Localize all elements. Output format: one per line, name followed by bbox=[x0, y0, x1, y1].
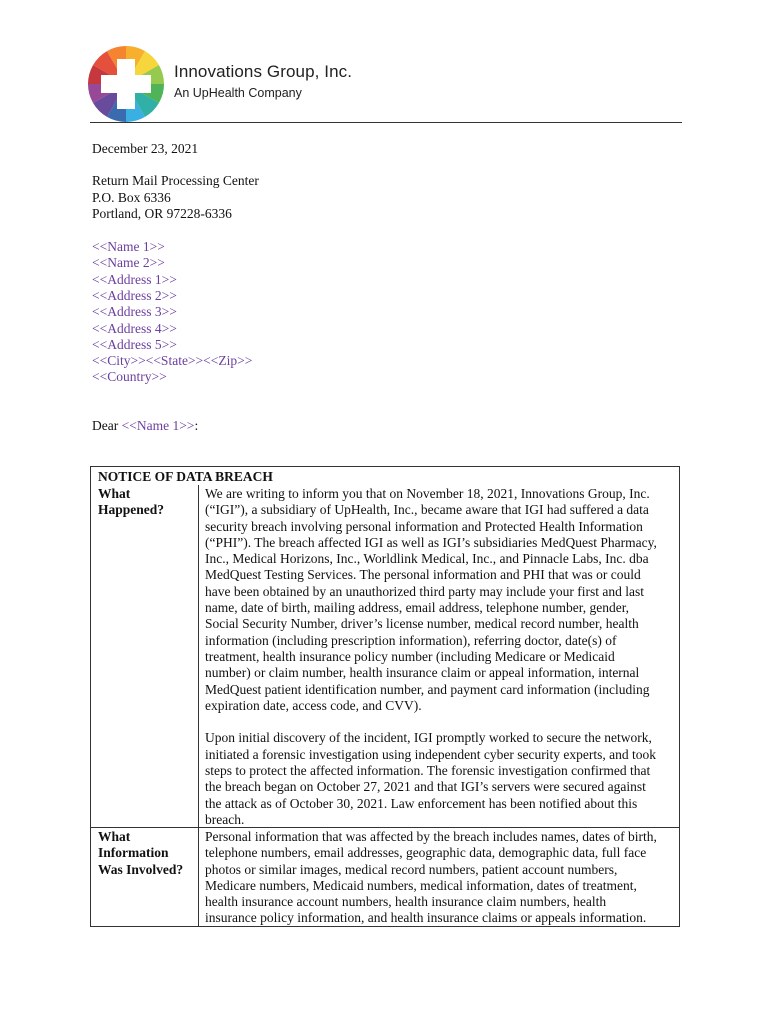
merge-field-address4: <<Address 4>> bbox=[92, 320, 177, 336]
section-label-line: Information bbox=[98, 845, 169, 861]
header-divider bbox=[90, 122, 682, 123]
paragraph bbox=[205, 730, 675, 828]
text-line: We are writing to inform you that on November 18, 2021, Innovations Group, Inc. bbox=[205, 486, 650, 501]
paragraph bbox=[205, 486, 675, 714]
section-body-what-information bbox=[205, 829, 675, 927]
text-line: have been obtained by an unauthorized third party may include your first and last bbox=[205, 583, 644, 599]
paragraph bbox=[205, 829, 675, 927]
text-line: steps to protect the affected information. The forensic investigation confirmed that bbox=[205, 763, 651, 779]
text-line: (“PHI”). The breach affected IGI as well as IGI’s subsidiaries MedQuest Pharmacy, bbox=[205, 534, 657, 550]
text-line: Inc., Medical Horizons, Inc., Worldlink Medical, Inc., and Pinnacle Labs, Inc. dba bbox=[205, 551, 649, 567]
table-column-divider bbox=[198, 485, 199, 926]
merge-field-address3: <<Address 3>> bbox=[92, 304, 177, 320]
text-line: health insurance account numbers, health insurance claim numbers, health bbox=[205, 894, 607, 910]
merge-field-name2: <<Name 2>> bbox=[92, 255, 165, 271]
merge-field-address5: <<Address 5>> bbox=[92, 336, 177, 352]
section-label-line: Was Involved? bbox=[98, 861, 184, 877]
salutation bbox=[92, 418, 198, 434]
merge-field-name1: <<Name 1>> bbox=[92, 239, 165, 254]
logo-cross-icon bbox=[86, 44, 166, 124]
return-address-line: P.O. Box 6336 bbox=[92, 189, 171, 205]
text-line: the breach began on October 27, 2021 and that IGI’s servers were secured against bbox=[205, 779, 646, 795]
text-line: Personal information that was affected by the breach includes names, dates of birth, bbox=[205, 829, 657, 844]
text-line: name, date of birth, mailing address, email address, telephone number, gender, bbox=[205, 600, 630, 616]
text-line: Upon initial discovery of the incident, IGI promptly worked to secure the network, bbox=[205, 730, 652, 746]
text-line: MedQuest patient identification number, and payment card information (including bbox=[205, 681, 650, 697]
text-line: initiated a forensic investigation using independent cyber security experts, and took bbox=[205, 746, 656, 762]
section-label-line: What bbox=[98, 829, 131, 844]
text-line: number) or claim number, health insurance claim or appeal information, internal bbox=[205, 665, 640, 681]
company-logo bbox=[86, 44, 166, 124]
return-address-line: Portland, OR 97228-6336 bbox=[92, 206, 232, 221]
salutation-prefix: Dear bbox=[92, 418, 122, 433]
merge-field-city-state-zip: <<City>><<State>><<Zip>> bbox=[92, 353, 253, 369]
text-line: photos or similar images, medical record numbers, patient account numbers, bbox=[205, 861, 618, 877]
text-line: treatment, health insurance policy number (including Medicare or Medicaid bbox=[205, 648, 615, 664]
text-line: (“IGI”), a subsidiary of UpHealth, Inc., became aware that IGI had suffered a data bbox=[205, 502, 649, 518]
notice-title: NOTICE OF DATA BREACH bbox=[98, 469, 273, 484]
section-label-what-information bbox=[98, 829, 194, 878]
section-body-what-happened bbox=[205, 486, 675, 828]
text-line: expiration date, access code, and CVV). bbox=[205, 697, 422, 713]
text-line: Social Security Number, driver’s license number, medical record number, health bbox=[205, 616, 639, 632]
text-line: Medicare numbers, Medicaid numbers, medical information, dates of treatment, bbox=[205, 877, 637, 893]
return-address-line: Return Mail Processing Center bbox=[92, 173, 259, 188]
section-label-line: What bbox=[98, 486, 131, 501]
text-line: breach. bbox=[205, 811, 245, 827]
merge-field-address2: <<Address 2>> bbox=[92, 287, 177, 303]
letter-date: December 23, 2021 bbox=[92, 141, 199, 156]
company-name: Innovations Group, Inc. bbox=[174, 62, 353, 81]
text-line: insurance policy information, and health insurance claims or appeals information. bbox=[205, 910, 647, 926]
section-label-line: Happened? bbox=[98, 502, 165, 518]
paragraph-spacer bbox=[205, 714, 675, 730]
text-line: MedQuest Testing Services. The personal information and PHI that was or could bbox=[205, 567, 641, 583]
merge-field-address1: <<Address 1>> bbox=[92, 271, 177, 287]
text-line: telephone numbers, email addresses, geographic data, demographic data, full face bbox=[205, 845, 647, 861]
salutation-suffix: : bbox=[194, 418, 199, 433]
section-label-what-happened bbox=[98, 486, 194, 519]
notice-table bbox=[90, 466, 680, 927]
salutation-name-merge-field: <<Name 1>> bbox=[121, 418, 195, 433]
company-tagline: An UpHealth Company bbox=[174, 86, 302, 100]
text-line: security breach involving personal information and Protected Health Information bbox=[205, 518, 643, 534]
text-line: the attack as of October 30, 2021. Law enforcement has been notified about this bbox=[205, 795, 638, 811]
text-line: information (including prescription information), referring doctor, date(s) of bbox=[205, 632, 617, 648]
merge-field-country: <<Country>> bbox=[92, 369, 167, 385]
